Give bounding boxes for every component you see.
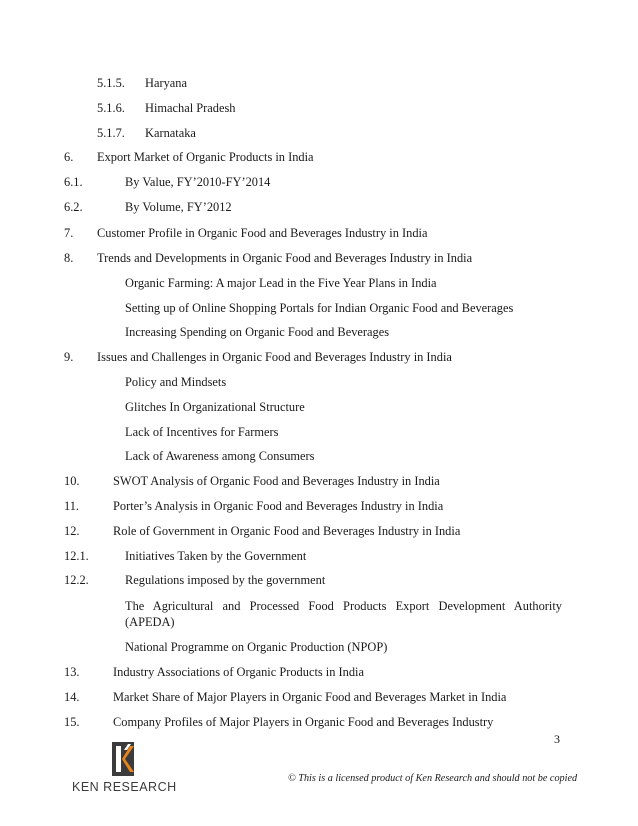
toc-number: 7. (64, 226, 74, 240)
toc-title: Market Share of Major Players in Organic Food and Beverages Market in India (113, 690, 507, 704)
toc-title: By Value, FY’2010-FY’2014 (125, 175, 271, 189)
toc-number: 10. (64, 474, 80, 488)
toc-title: Increasing Spending on Organic Food and Beverages (125, 325, 390, 339)
toc-number: 6.2. (64, 200, 83, 214)
toc-title: Setting up of Online Shopping Portals for Indian Organic Food and Beverages (125, 301, 514, 315)
toc-number: 6.1. (64, 175, 83, 189)
toc-number: 12.2. (64, 573, 89, 587)
toc-number: 12. (64, 524, 80, 538)
toc-title: Initiatives Taken by the Government (125, 549, 307, 563)
toc-number: 13. (64, 665, 80, 679)
toc-number: 5.1.7. (97, 126, 125, 140)
toc-title: Glitches In Organizational Structure (125, 400, 305, 414)
toc-title: (APEDA) (125, 615, 175, 629)
toc-number: 8. (64, 251, 74, 265)
toc-title: The Agricultural and Processed Food Products Export Development Authority (125, 599, 562, 613)
toc-title: Industry Associations of Organic Products in India (113, 665, 364, 679)
toc-title: Trends and Developments in Organic Food and Beverages Industry in India (97, 251, 473, 265)
toc-title: Regulations imposed by the government (125, 573, 326, 587)
toc-title: Company Profiles of Major Players in Organic Food and Beverages Industry (113, 715, 494, 729)
toc-title: National Programme on Organic Production (NPOP) (125, 640, 388, 654)
copyright-notice: © This is a licensed product of Ken Research and should not be copied (288, 773, 578, 784)
toc-title: Customer Profile in Organic Food and Beverages Industry in India (97, 226, 428, 240)
toc-title: Haryana (145, 76, 187, 90)
toc-number: 12.1. (64, 549, 89, 563)
toc-title: Organic Farming: A major Lead in the Five Year Plans in India (125, 276, 437, 290)
toc-number: 9. (64, 350, 74, 364)
toc-title: Policy and Mindsets (125, 375, 227, 389)
toc-title: Role of Government in Organic Food and Beverages Industry in India (113, 524, 461, 538)
toc-title: Himachal Pradesh (145, 101, 236, 115)
toc-title: Porter’s Analysis in Organic Food and Beverages Industry in India (113, 499, 444, 513)
toc-title: By Volume, FY’2012 (125, 200, 232, 214)
toc-subentry-wrapped (125, 596, 562, 616)
toc-number: 11. (64, 499, 80, 513)
toc-title: Export Market of Organic Products in India (97, 150, 314, 164)
toc-number: 6. (64, 150, 74, 164)
toc-title: Issues and Challenges in Organic Food and Beverages Industry in India (97, 350, 452, 364)
ken-research-logo (72, 740, 182, 800)
toc-title: Karnataka (145, 126, 196, 140)
toc-title: Lack of Incentives for Farmers (125, 425, 279, 439)
toc-number: 15. (64, 715, 80, 729)
logo-wordmark: KEN RESEARCH (72, 780, 177, 794)
page-number: 3 (554, 732, 560, 746)
toc-number: 14. (64, 690, 80, 704)
toc-title: Lack of Awareness among Consumers (125, 449, 315, 463)
toc-number: 5.1.5. (97, 76, 125, 90)
toc-title: SWOT Analysis of Organic Food and Beverages Industry in India (113, 474, 440, 488)
toc-number: 5.1.6. (97, 101, 125, 115)
